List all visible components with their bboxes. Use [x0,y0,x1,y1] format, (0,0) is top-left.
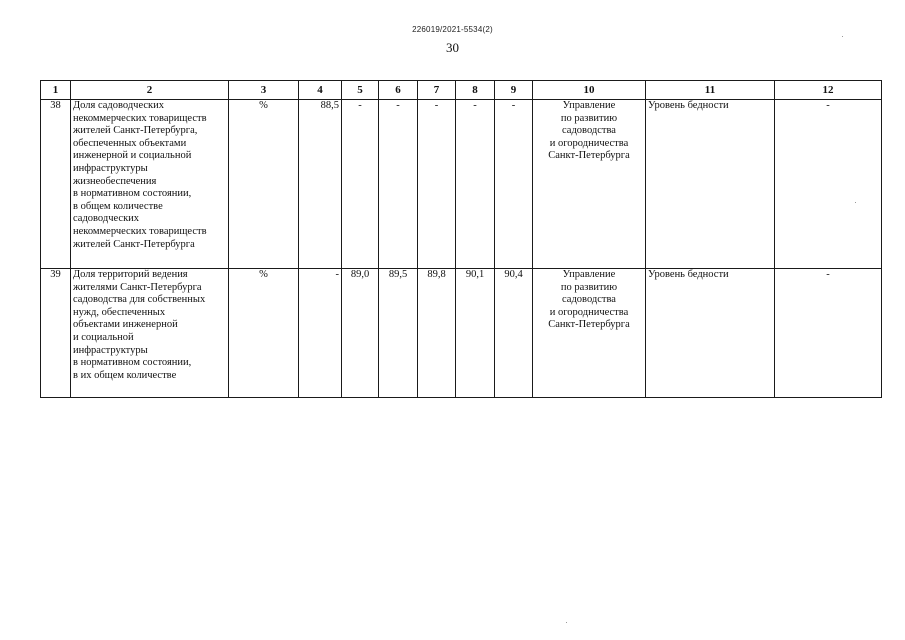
org-line: Санкт-Петербурга [548,150,630,162]
value-col-8: - [456,100,495,269]
page-number: 30 [446,40,459,55]
header-col-6: 6 [379,81,418,100]
indicator-name-line: нужд, обеспеченных [73,306,166,318]
indicator-name-line: жителей Санкт-Петербурга, [73,125,198,137]
indicator-name-line: объектами инженерной [73,319,178,331]
indicator-name [71,100,229,269]
indicator-name-line: жителей Санкт-Петербурга [73,238,195,250]
header-row [41,81,882,100]
indicator-name-line: инфраструктуры [73,344,148,356]
value-col-5: - [342,100,379,269]
indicator-category: Уровень бедности [646,269,775,398]
value-col-9: - [495,100,533,269]
value-col-12: - [775,100,882,269]
org-line: Санкт-Петербурга [548,319,630,331]
org-line: садоводства [562,294,616,306]
org-line: и огородничества [549,306,629,318]
header-col-3: 3 [229,81,299,100]
value-col-6: 89,5 [379,269,418,398]
org-line: по развитию [560,281,618,293]
indicator-name-line: некоммерческих товариществ [73,112,207,124]
org-line: садоводства [562,125,616,137]
header-col-8: 8 [456,81,495,100]
indicator-name-line: Доля территорий ведения [73,269,188,280]
indicator-name-line: некоммерческих товариществ [73,225,207,237]
value-col-4: 88,5 [299,100,342,269]
indicator-name-line: жителями Санкт-Петербурга [73,281,202,293]
responsible-org [533,269,646,398]
responsible-org [533,100,646,269]
indicator-name-line: в общем количестве [73,200,163,212]
header-col-1: 1 [41,81,71,100]
row-number: 39 [41,269,71,398]
indicators-table [40,80,882,398]
scan-speck [855,202,856,203]
indicator-category: Уровень бедности [646,100,775,269]
header-col-9: 9 [495,81,533,100]
table-row [41,100,882,269]
document-id: 226019/2021-5534(2) [412,25,493,34]
indicator-name-line: садоводства для собственных [73,294,206,306]
value-col-8: 90,1 [456,269,495,398]
value-col-12: - [775,269,882,398]
value-col-9: 90,4 [495,269,533,398]
indicator-name-line: обеспеченных объектами [73,137,187,149]
row-number: 38 [41,100,71,269]
indicator-name-line: садоводческих [73,213,140,225]
indicator-name [71,269,229,398]
indicator-name-line: инженерной и социальной [73,150,192,162]
value-col-5: 89,0 [342,269,379,398]
unit-cell: % [229,100,299,269]
indicator-name-line: инфраструктуры [73,162,148,174]
header-col-12: 12 [775,81,882,100]
indicator-name-line: в нормативном состоянии, [73,188,192,200]
table-row [41,269,882,398]
value-col-7: - [418,100,456,269]
indicator-name-line: в нормативном состоянии, [73,357,192,369]
value-col-7: 89,8 [418,269,456,398]
value-col-4: - [299,269,342,398]
scan-speck [842,36,843,37]
org-line: Управление [562,269,616,280]
indicator-name-line: Доля садоводческих [73,100,165,111]
org-line: Управление [562,100,616,111]
unit-cell: % [229,269,299,398]
indicator-name-line: в их общем количестве [73,369,177,381]
header-col-11: 11 [646,81,775,100]
indicator-name-line: жизнеобеспечения [73,175,157,187]
header-col-10: 10 [533,81,646,100]
header-col-4: 4 [299,81,342,100]
header-col-2: 2 [71,81,229,100]
org-line: и огородничества [549,137,629,149]
scan-speck [566,622,567,623]
value-col-6: - [379,100,418,269]
header-col-5: 5 [342,81,379,100]
header-col-7: 7 [418,81,456,100]
indicator-name-line: и социальной [73,331,134,343]
org-line: по развитию [560,112,618,124]
